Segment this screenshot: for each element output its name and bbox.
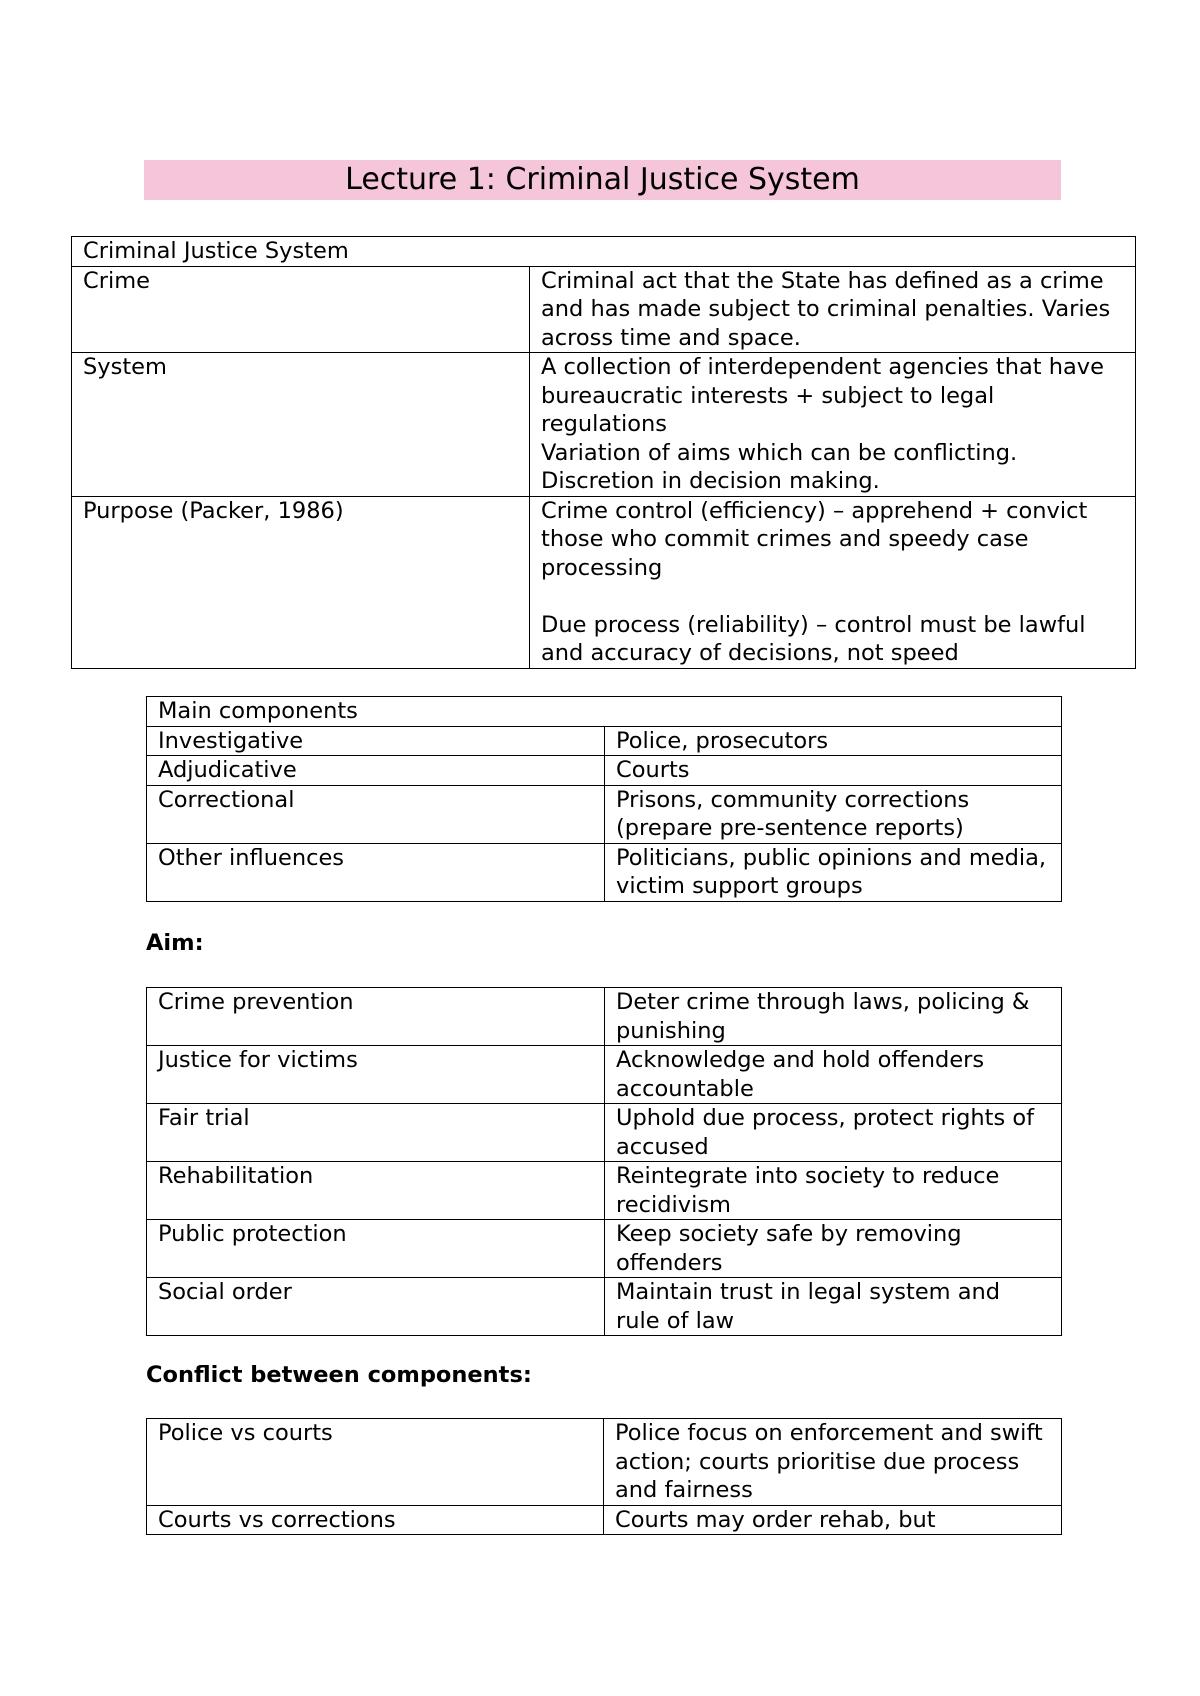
term-cell: Public protection bbox=[147, 1220, 605, 1278]
term-cell: Courts vs corrections bbox=[147, 1505, 604, 1535]
main-components-table bbox=[146, 696, 1062, 902]
description-cell: Police focus on enforcement and swift action; courts prioritise due process and fairness bbox=[604, 1419, 1062, 1506]
aim-heading: Aim: bbox=[146, 930, 204, 956]
term-cell: Justice for victims bbox=[147, 1046, 605, 1104]
term-cell: Adjudicative bbox=[147, 756, 605, 786]
term-cell: Fair trial bbox=[147, 1104, 605, 1162]
conflict-heading: Conflict between components: bbox=[146, 1362, 532, 1388]
table-row bbox=[147, 756, 1062, 786]
description-cell: Acknowledge and hold offenders accountable bbox=[605, 1046, 1062, 1104]
table-row bbox=[147, 1162, 1062, 1220]
table-header: Criminal Justice System bbox=[72, 237, 1136, 267]
description-cell: Uphold due process, protect rights of accused bbox=[605, 1104, 1062, 1162]
description-cell: Maintain trust in legal system and rule of law bbox=[605, 1278, 1062, 1336]
term-cell: Correctional bbox=[147, 785, 605, 843]
criminal-justice-system-table bbox=[71, 236, 1136, 669]
description-cell: Criminal act that the State has defined as a crime and has made subject to criminal penalties. Varies across time and space. bbox=[530, 266, 1136, 353]
table-header-row bbox=[72, 237, 1136, 267]
table-row bbox=[147, 785, 1062, 843]
term-cell: Rehabilitation bbox=[147, 1162, 605, 1220]
table-row bbox=[147, 1278, 1062, 1336]
table-row bbox=[147, 1046, 1062, 1104]
term-cell: Crime prevention bbox=[147, 988, 605, 1046]
description-cell: A collection of interdependent agencies that have bureaucratic interests + subject to legal regulations Variation of aims which can be conflicting. Discretion in decision making. bbox=[530, 353, 1136, 497]
table-row bbox=[72, 353, 1136, 497]
term-cell: Other influences bbox=[147, 843, 605, 901]
aims-table bbox=[146, 987, 1062, 1336]
description-cell: Courts bbox=[605, 756, 1062, 786]
table-row bbox=[147, 1419, 1062, 1506]
table-header: Main components bbox=[147, 697, 1062, 727]
term-cell: System bbox=[72, 353, 530, 497]
conflict-table bbox=[146, 1418, 1062, 1535]
description-cell: Crime control (efficiency) – apprehend + convict those who commit crimes and speedy case processing Due process (reliability) – control must be lawful and accuracy of decisions, not speed bbox=[530, 496, 1136, 668]
description-cell: Keep society safe by removing offenders bbox=[605, 1220, 1062, 1278]
description-cell: Deter crime through laws, policing & punishing bbox=[605, 988, 1062, 1046]
term-cell: Purpose (Packer, 1986) bbox=[72, 496, 530, 668]
description-cell: Police, prosecutors bbox=[605, 726, 1062, 756]
table-row bbox=[72, 266, 1136, 353]
description-cell: Reintegrate into society to reduce recidivism bbox=[605, 1162, 1062, 1220]
term-cell: Police vs courts bbox=[147, 1419, 604, 1506]
page-title: Lecture 1: Criminal Justice System bbox=[144, 160, 1061, 200]
term-cell: Social order bbox=[147, 1278, 605, 1336]
table-row bbox=[147, 1220, 1062, 1278]
description-cell: Politicians, public opinions and media, victim support groups bbox=[605, 843, 1062, 901]
table-row bbox=[147, 843, 1062, 901]
table-row bbox=[72, 496, 1136, 668]
table-header-row bbox=[147, 697, 1062, 727]
description-cell: Courts may order rehab, but bbox=[604, 1505, 1062, 1535]
description-cell: Prisons, community corrections (prepare pre-sentence reports) bbox=[605, 785, 1062, 843]
table-row bbox=[147, 1505, 1062, 1535]
table-row bbox=[147, 726, 1062, 756]
term-cell: Investigative bbox=[147, 726, 605, 756]
table-row bbox=[147, 988, 1062, 1046]
table-row bbox=[147, 1104, 1062, 1162]
term-cell: Crime bbox=[72, 266, 530, 353]
